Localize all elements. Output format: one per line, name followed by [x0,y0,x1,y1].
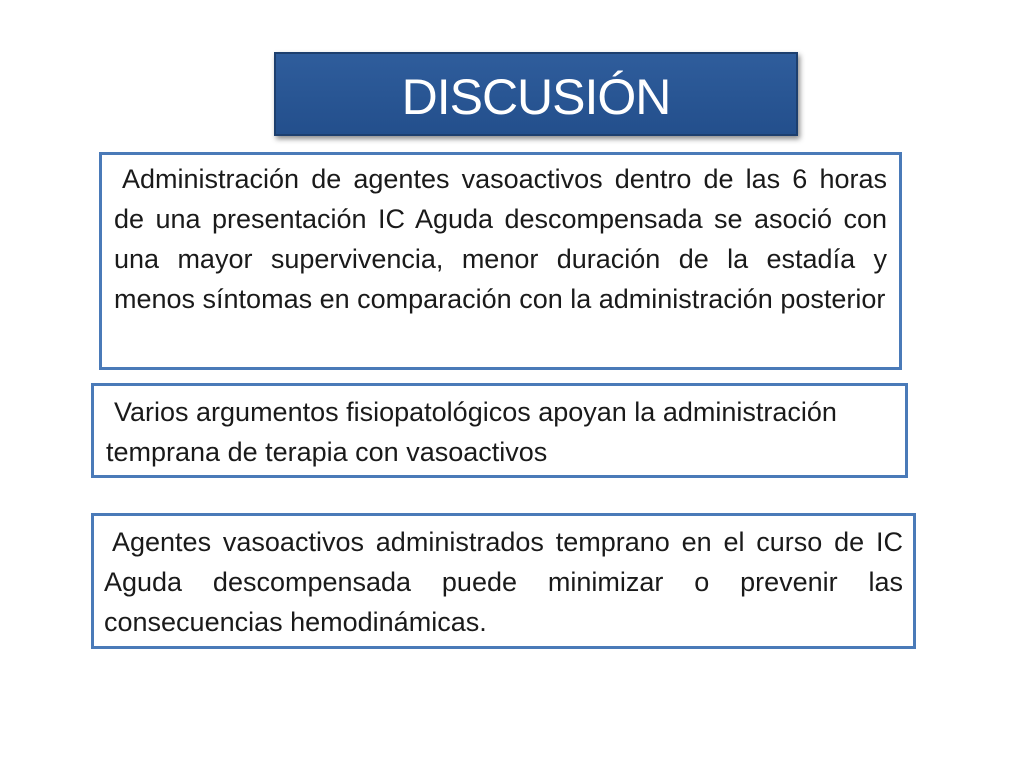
paragraph-2: Varios argumentos fisiopatológicos apoyan la administración temprana de terapia con vasoactivos [106,397,837,467]
text-box-1 [99,152,902,370]
text-box-3 [91,513,916,649]
slide-title: DISCUSIÓN [401,69,671,125]
paragraph-1: Administración de agentes vasoactivos dentro de las 6 horas de una presentación IC Aguda descompensada se asoció con una mayor supervivencia, menor duración de la estadía y menos síntomas en comparación con la administración posterior [114,164,887,314]
paragraph-3: Agentes vasoactivos administrados temprano en el curso de IC Aguda descompensada puede minimizar o prevenir las consecuencias hemodinámicas. [104,527,903,637]
text-box-2 [91,383,908,478]
title-banner [274,52,798,136]
